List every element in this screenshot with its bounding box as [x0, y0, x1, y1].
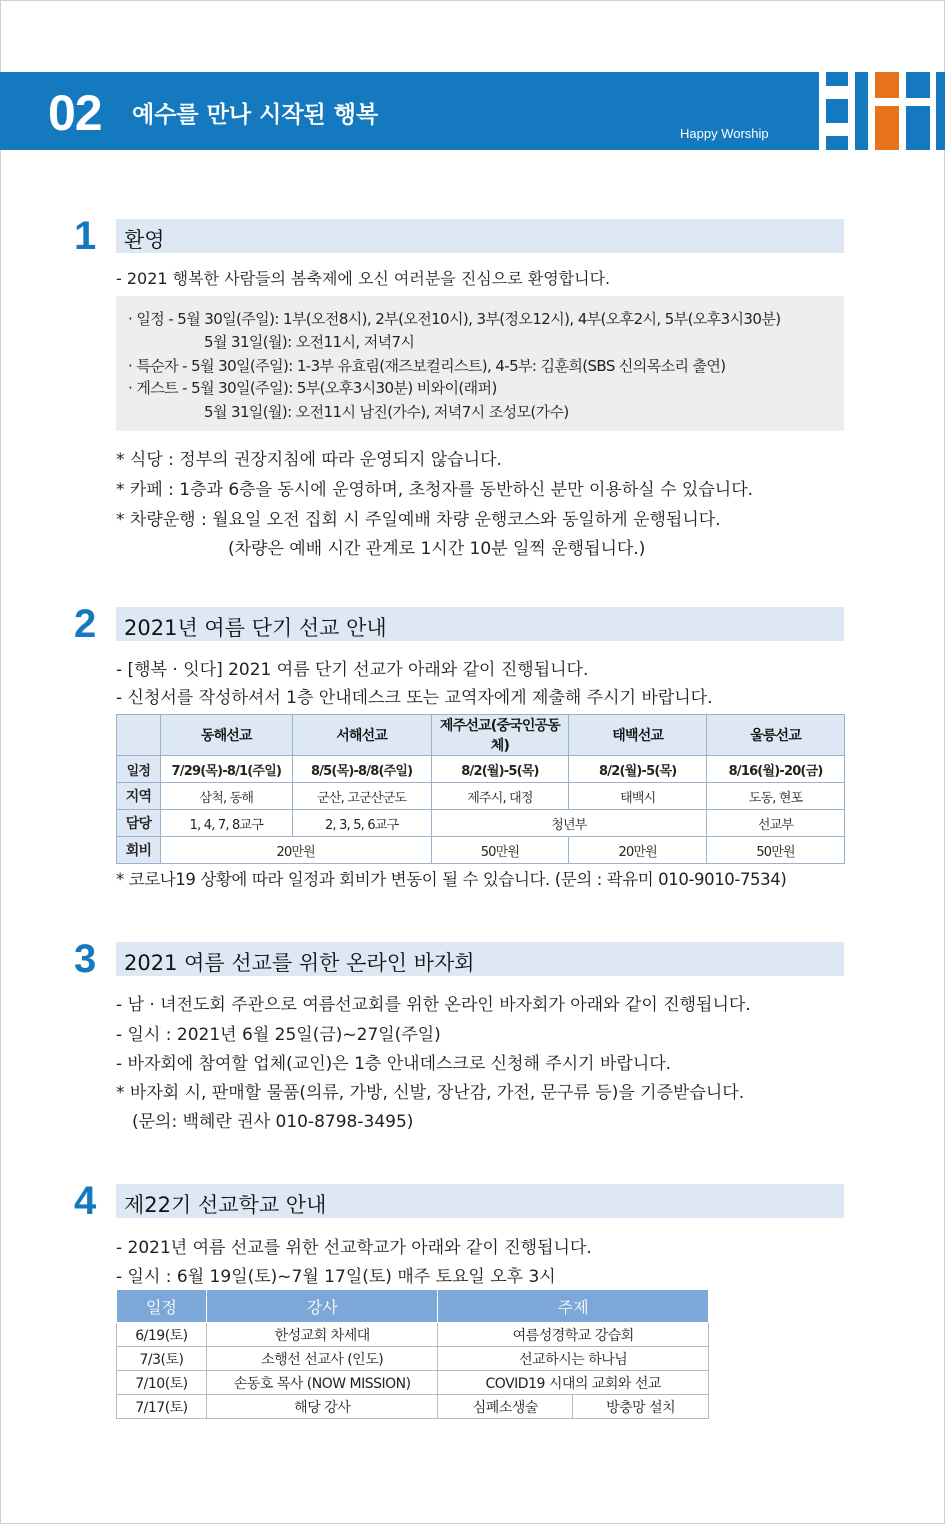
- section-2-line-2: - 신청서를 작성하셔서 1층 안내데스크 또는 교역자에게 제출해 주시기 바랍니다.: [116, 688, 713, 708]
- table-cell: 7/3(토): [117, 1347, 207, 1371]
- table-cell: 한성교회 차세대: [206, 1323, 438, 1347]
- table-cell: 8/2(월)-5(목): [431, 756, 569, 783]
- row-header: 담당: [117, 810, 161, 837]
- table-row: [117, 810, 845, 837]
- table-cell: 8/2(월)-5(목): [569, 756, 707, 783]
- table-cell: 7/10(토): [117, 1371, 207, 1395]
- table-row: [117, 1395, 709, 1419]
- note-vehicle: * 차량운행 : 월요일 오전 집회 시 주일예배 차량 운행코스와 동일하게 운행됩니다.: [116, 510, 721, 530]
- section-3-line-2: - 일시 : 2021년 6월 25일(금)~27일(주일): [116, 1025, 441, 1045]
- note-cafe: * 카페 : 1층과 6층을 동시에 운영하며, 초청자를 동반하신 분만 이용하실 수 있습니다.: [116, 480, 754, 500]
- table-cell: COVID19 시대의 교회와 선교: [438, 1371, 709, 1395]
- table-cell: 심폐소생술: [438, 1395, 573, 1419]
- section-3-title: 2021 여름 선교를 위한 온라인 바자회: [124, 951, 475, 975]
- info-line-schedule: · 일정 - 5월 30일(주일): 1부(오전8시), 2부(오전10시), 3부(정오12시), 4부(오후2시, 5부(오후3시30분): [128, 310, 781, 328]
- table-corner: [117, 715, 161, 756]
- church-logo: [806, 72, 945, 150]
- info-line-guest: · 게스트 - 5월 30일(주일): 5부(오후3시30분) 비와이(래퍼): [128, 379, 497, 397]
- table-cell: 삼척, 동해: [160, 783, 292, 810]
- section-4-title: 제22기 선교학교 안내: [124, 1193, 327, 1217]
- col-header: 동해선교: [160, 715, 292, 756]
- section-4-line-1: - 2021년 여름 선교를 위한 선교학교가 아래와 같이 진행됩니다.: [116, 1238, 592, 1258]
- col-header: 주제: [438, 1290, 709, 1323]
- table-cell: 50만원: [431, 837, 569, 864]
- table-cell: 2, 3, 5, 6교구: [292, 810, 431, 837]
- section-1-intro: - 2021 행복한 사람들의 봄축제에 오신 여러분을 진심으로 환영합니다.: [116, 269, 611, 288]
- col-header: 일정: [117, 1290, 207, 1323]
- mission-school-table: [116, 1289, 709, 1419]
- table-cell: 7/29(목)-8/1(주일): [160, 756, 292, 783]
- section-2-title: 2021년 여름 단기 선교 안내: [124, 616, 387, 640]
- section-3-line-4: * 바자회 시, 판매할 물품(의류, 가방, 신발, 장난감, 가전, 문구류 등)을 기증받습니다.: [116, 1083, 745, 1103]
- row-header: 회비: [117, 837, 161, 864]
- section-4-line-2: - 일시 : 6월 19일(토)~7월 17일(토) 매주 토요일 오후 3시: [116, 1267, 556, 1287]
- table-cell: 6/19(토): [117, 1323, 207, 1347]
- header-title: 예수를 만나 시작된 행복: [132, 102, 379, 128]
- section-2-title-bar: [116, 607, 844, 641]
- table-row: [117, 756, 845, 783]
- table-cell: 청년부: [431, 810, 707, 837]
- table-cell: 소행선 선교사 (인도): [206, 1347, 438, 1371]
- section-1-number: 1: [74, 214, 97, 258]
- table-cell: 선교하시는 하나님: [438, 1347, 709, 1371]
- header-number: 02: [48, 85, 102, 141]
- table-cell: 군산, 고군산군도: [292, 783, 431, 810]
- table-row: [117, 1371, 709, 1395]
- table-cell: 1, 4, 7, 8교구: [160, 810, 292, 837]
- section-3-line-3: - 바자회에 참여할 업체(교인)은 1층 안내데스크로 신청해 주시기 바랍니다.: [116, 1054, 672, 1074]
- table-cell: 20만원: [160, 837, 431, 864]
- table-cell: 해당 강사: [206, 1395, 438, 1419]
- section-1-title: 환영: [124, 228, 165, 252]
- table-row: [117, 1323, 709, 1347]
- table-cell: 손동호 목사 (NOW MISSION): [206, 1371, 438, 1395]
- section-1-info-box: [116, 296, 844, 431]
- table-row: [117, 783, 845, 810]
- table-cell: 도동, 현포: [707, 783, 845, 810]
- table-row: [117, 837, 845, 864]
- section-3-line-1: - 남 · 녀전도회 주관으로 여름선교회를 위한 온라인 바자회가 아래와 같이 진행됩니다.: [116, 995, 751, 1015]
- row-header: 일정: [117, 756, 161, 783]
- col-header: 강사: [206, 1290, 438, 1323]
- section-3-line-5: (문의: 백혜란 권사 010-8798-3495): [132, 1112, 414, 1132]
- table-cell: 방충망 설치: [573, 1395, 709, 1419]
- col-header: 울릉선교: [707, 715, 845, 756]
- mission-table: [116, 714, 845, 864]
- info-line-schedule-2: 5월 31일(월): 오전11시, 저녁7시: [204, 333, 415, 351]
- table-cell: 여름성경학교 강습회: [438, 1323, 709, 1347]
- info-line-special: · 특순자 - 5월 30일(주일): 1-3부 유효림(재즈보컬리스트), 4-5부: 김훈희(SBS 신의목소리 출연): [128, 357, 726, 375]
- col-header: 태백선교: [569, 715, 707, 756]
- section-4-title-bar: [116, 1184, 844, 1218]
- info-line-guest-2: 5월 31일(월): 오전11시 남진(가수), 저녁7시 조성모(가수): [204, 403, 569, 421]
- note-vehicle-2: (차량은 예배 시간 관계로 1시간 10분 일찍 운행됩니다.): [228, 539, 646, 559]
- table-cell: 제주시, 대정: [431, 783, 569, 810]
- note-restaurant: * 식당 : 정부의 권장지침에 따라 운영되지 않습니다.: [116, 450, 502, 470]
- col-header: 제주선교(중국인공동체): [431, 715, 569, 756]
- col-header: 서해선교: [292, 715, 431, 756]
- table-cell: 태백시: [569, 783, 707, 810]
- section-2-line-1: - [행복 · 잇다] 2021 여름 단기 선교가 아래와 같이 진행됩니다.: [116, 660, 589, 680]
- header-subtitle: Happy Worship: [680, 126, 769, 141]
- table-cell: 20만원: [569, 837, 707, 864]
- row-header: 지역: [117, 783, 161, 810]
- section-3-title-bar: [116, 942, 844, 976]
- table-cell: 선교부: [707, 810, 845, 837]
- table-row: [117, 1347, 709, 1371]
- section-2-note: * 코로나19 상황에 따라 일정과 회비가 변동이 될 수 있습니다. (문의 : 곽유미 010-9010-7534): [116, 870, 787, 889]
- table-cell: 8/5(목)-8/8(주일): [292, 756, 431, 783]
- table-cell: 8/16(월)-20(금): [707, 756, 845, 783]
- section-1-title-bar: [116, 219, 844, 253]
- section-3-number: 3: [74, 937, 97, 981]
- section-2-number: 2: [74, 602, 97, 646]
- table-cell: 7/17(토): [117, 1395, 207, 1419]
- section-4-number: 4: [74, 1179, 97, 1223]
- table-cell: 50만원: [707, 837, 845, 864]
